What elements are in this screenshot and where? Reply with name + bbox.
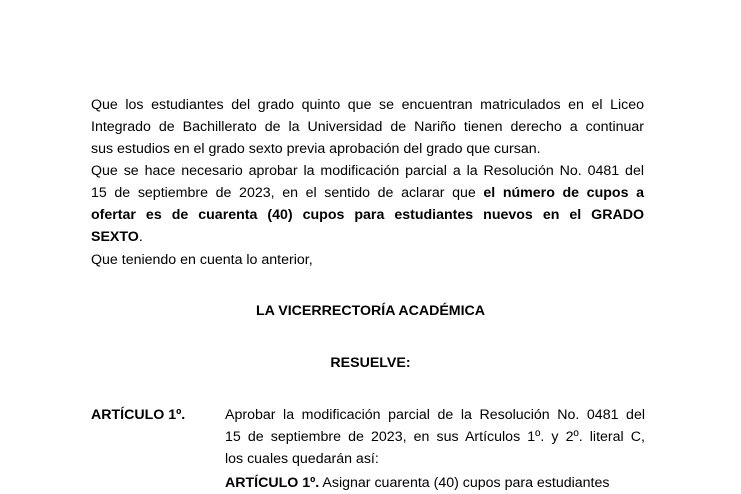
article-label: ARTÍCULO 1º. (91, 407, 186, 423)
paragraph-bold-text: ofertar es de cuarenta (40) cupos para estudiantes nuevos en el GRADO (91, 207, 644, 223)
quoted-article-text: Asignar cuarenta (40) cupos para estudiantes (319, 475, 610, 491)
paragraph-line (91, 226, 644, 248)
paragraph-line: Integrado de Bachillerato de la Universidad de Nariño tienen derecho a continuar (91, 119, 644, 135)
paragraph-line: sus estudios en el grado sexto previa aprobación del grado que cursan. (91, 141, 541, 157)
article-text (225, 404, 645, 470)
quoted-article-label: ARTÍCULO 1º. (225, 475, 320, 491)
paragraph-line (91, 182, 644, 204)
paragraph-line: Que se hace necesario aprobar la modificación parcial a la Resolución No. 0481 del (91, 163, 644, 179)
quoted-article (225, 472, 645, 494)
paragraph-text: . (138, 229, 143, 245)
paragraph-line (91, 204, 644, 226)
heading-vicerrectoria: LA VICERRECTORÍA ACADÉMICA (255, 303, 486, 319)
article-line (225, 472, 645, 494)
paragraph-line: Que teniendo en cuenta lo anterior, (91, 252, 313, 268)
paragraph-text: 15 de septiembre de 2023, en el sentido de aclarar que (91, 185, 484, 201)
paragraph-line: Que los estudiantes del grado quinto que se encuentran matriculados en el Liceo (91, 97, 644, 113)
paragraph-teniendo-en-cuenta (91, 249, 644, 271)
article-line: los cuales quedarán así: (225, 451, 379, 467)
heading-resuelve: RESUELVE: (330, 355, 411, 371)
paragraph-bold-text: SEXTO (91, 229, 139, 245)
article-line: 15 de septiembre de 2023, en sus Artículos 1º. y 2º. literal C, (225, 429, 645, 445)
paragraph-modificacion (91, 160, 644, 248)
paragraph-bold-text: el número de cupos a (483, 185, 644, 201)
article-line: Aprobar la modificación parcial de la Resolución No. 0481 del (225, 407, 645, 423)
paragraph-matriculados (91, 94, 644, 160)
